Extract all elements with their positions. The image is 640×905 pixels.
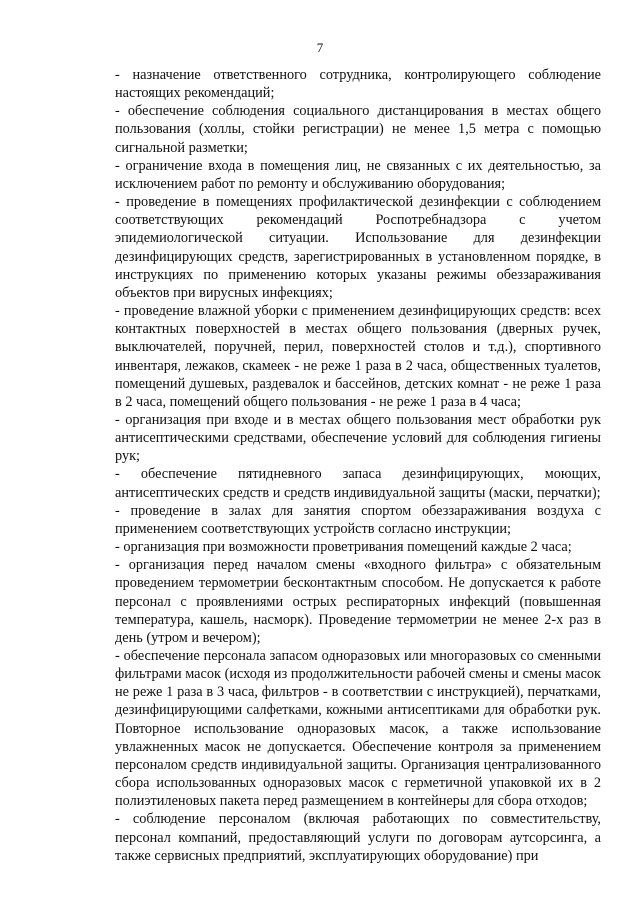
paragraph-5: - проведение влажной уборки с применением дезинфицирующих средств: всех контактных поверхностей в местах общего пользования (дверных ручек, выключателей, поручней, перил, поверхностей столов и т.д.), спортивного инвентаря, лежаков, скамеек - не реже 1 раза в 2 часа, общественных туалетов, помещений душевых, раздевалок и бассейнов, детских комнат - не реже 1 раза в 2 часа, помещений общего пользования - не реже 1 раза в 4 часа; <box>115 303 601 410</box>
paragraph-8: - проведение в залах для занятия спортом обеззараживания воздуха с применением соответствующих устройств согласно инструкции; <box>115 502 601 537</box>
paragraph-3: - ограничение входа в помещения лиц, не связанных с их деятельностью, за исключением работ по ремонту и обслуживанию оборудования; <box>115 157 601 192</box>
paragraph-1: - назначение ответственного сотрудника, контролирующего соблюдение настоящих рекомендаций; <box>115 67 601 102</box>
paragraph-10: - организация перед началом смены «входного фильтра» с обязательным проведением термометрии бесконтактным способом. Не допускается к работе персонал с проявлениями острых респираторных инфекций (повышенная температура, кашель, насморк). Проведение термометрии не менее 2-х раз в день (утром и вечером); <box>115 557 601 646</box>
page-number: 7 <box>316 40 324 55</box>
document-body <box>115 66 601 865</box>
paragraph-9: - организация при возможности проветривания помещений каждые 2 часа; <box>115 539 572 556</box>
paragraph-6: - организация при входе и в местах общего пользования мест обработки рук антисептическими средствами, обеспечение условий для соблюдения гигиены рук; <box>115 411 601 465</box>
paragraph-7: - обеспечение пятидневного запаса дезинфицирующих, моющих, антисептических средств и средств индивидуальной защиты (маски, перчатки); <box>115 466 601 501</box>
paragraph-4: - проведение в помещениях профилактической дезинфекции с соблюдением соответствующих рекомендаций Роспотребнадзора с учетом эпидемиологической ситуации. Использование для дезинфекции дезинфицирующих средств, зарегистрированных в установленном порядке, в инструкциях по применению которых указаны режимы обеззараживания объектов при вирусных инфекциях; <box>115 194 601 301</box>
paragraph-11: - обеспечение персонала запасом одноразовых или многоразовых со сменными фильтрами масок (исходя из продолжительности рабочей смены и смены масок не реже 1 раза в 3 часа, фильтров - в соответствии с инструкцией), перчатками, дезинфицирующими салфетками, кожными антисептиками для обработки рук. Повторное использование одноразовых масок, а также использование увлажненных масок не допускается. Обеспечение контроля за применением персоналом средств индивидуальной защиты. Организация централизованного сбора использованных одноразовых масок с герметичной упаковкой их в 2 полиэтиленовых пакета перед размещением в контейнеры для сбора отходов; <box>115 648 601 810</box>
paragraph-12: - соблюдение персоналом (включая работающих по совместительству, персонал компаний, предоставляющий услуги по договорам аутсорсинга, а также сервисных предприятий, эксплуатирующих оборудование) при <box>115 811 601 864</box>
paragraph-2: - обеспечение соблюдения социального дистанцирования в местах общего пользования (холлы, стойки регистрации) не менее 1,5 метра с помощью сигнальной разметки; <box>115 103 601 156</box>
